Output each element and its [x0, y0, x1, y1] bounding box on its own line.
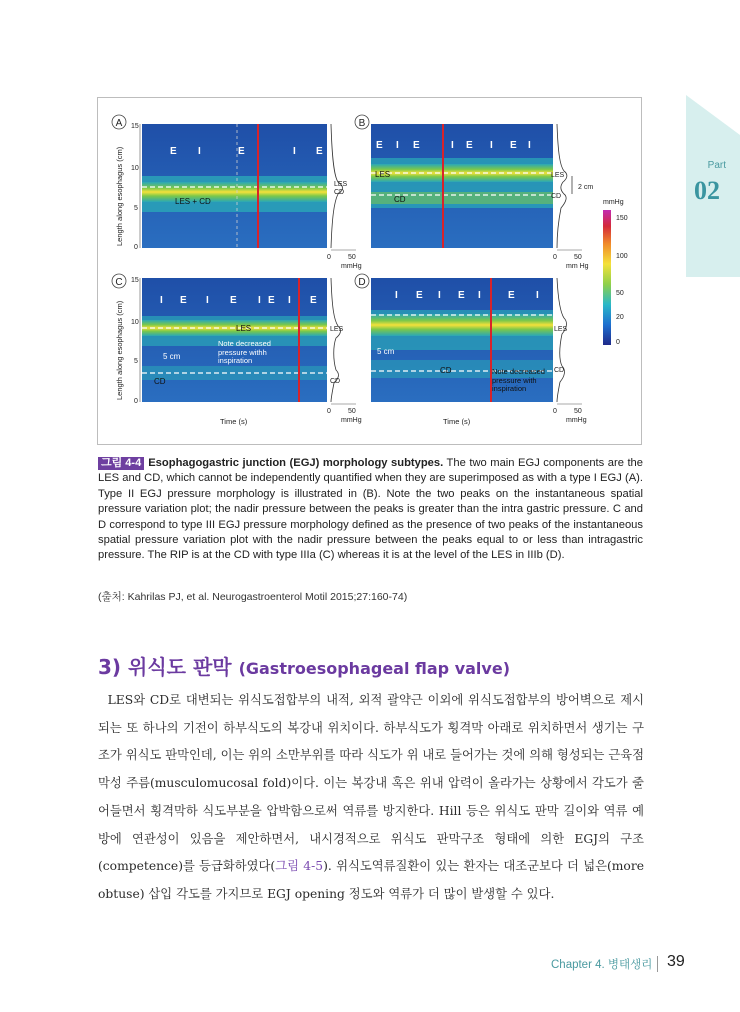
body-paragraph [98, 687, 644, 909]
panel-b-ptick: 0 [553, 254, 557, 261]
panel-a-phase: I [198, 146, 201, 157]
footer-divider [657, 956, 658, 972]
page-number: 39 [667, 953, 685, 970]
colorbar-tick: 150 [616, 215, 628, 222]
colorbar-unit: mmHg [603, 199, 624, 206]
panel-d-phase: E [416, 290, 423, 301]
panel-c-phase: I [288, 295, 291, 306]
panel-a-ptick: 50 [348, 254, 356, 261]
footer-chapter: Chapter 4. 병태생리 [551, 959, 653, 971]
panel-c-label: CD [154, 377, 166, 386]
panel-c [112, 274, 362, 426]
section-heading-en: (Gastroesophageal flap valve) [238, 659, 511, 678]
panel-d-phase: I [478, 290, 481, 301]
panel-a-ptick: 0 [327, 254, 331, 261]
section-heading-ko: 3) 위식도 판막 [98, 655, 232, 679]
panel-c-punit: mmHg [341, 417, 362, 424]
section-heading [98, 651, 510, 680]
panel-d-ptick: 0 [553, 408, 557, 415]
caption-text: The two main EGJ components are the LES and CD, which cannot be independently quantified when they are superimposed as with a type I EGJ (A). Type II EGJ pressure morphology is illustrated in (B). Note the two peaks on the instantaneous spatial pressure variation plot; the nadir pressure between the peaks is greater than the intra gastric pressure. C and D correspond to type III EGJ pressure morphology defined as the presence of two peaks of the instantaneous spatial pressure variation plot with the nadir pressure between the peaks equal to or less than intragastric pressure. The RIP is at the CD with type IIIa (C) whereas it is at the level of the LES in IIIb (D). [98, 457, 643, 562]
panel-b-punit: mm Hg [566, 263, 589, 270]
panel-d-label: LES [554, 326, 568, 333]
panel-a-letter: A [115, 118, 123, 129]
panel-a-label: LES [334, 181, 348, 188]
panel-b-phase: E [413, 140, 420, 151]
panel-c-label: LES [236, 324, 252, 333]
panel-c-xlabel: Time (s) [220, 417, 248, 426]
panel-d-note: Note decreased pressure with inspiration [492, 368, 545, 393]
colorbar [603, 199, 628, 346]
colorbar-tick: 20 [616, 314, 624, 321]
panel-b-phase: E [510, 140, 517, 151]
panel-d-label: CD [554, 367, 565, 374]
panel-d-xlabel: Time (s) [443, 417, 471, 426]
panel-b-label: 2 cm [578, 184, 594, 191]
panel-b-phase: E [466, 140, 473, 151]
panel-d-label: 5 cm [377, 347, 395, 356]
panel-c-label: LES [330, 326, 344, 333]
panel-b-label: LES [551, 172, 565, 179]
panel-c-ptick: 50 [348, 408, 356, 415]
panel-d [355, 274, 587, 426]
panel-c-ylabel: Length along esophagus (cm) [115, 300, 124, 400]
panel-d-phase: I [395, 290, 398, 301]
panel-d-ptick: 50 [574, 408, 582, 415]
panel-c-phase: I [160, 295, 163, 306]
panel-c-phase: I [258, 295, 261, 306]
panel-a-phase: E [170, 146, 177, 157]
panel-b-phase: I [528, 140, 531, 151]
panel-a-ylabel: Length along esophagus (cm) [115, 146, 124, 246]
figure-tag: 그림 4-4 [98, 457, 144, 470]
panel-c-note: Note decreased pressure withh inspiration [218, 340, 271, 365]
figure-reference-link[interactable]: 그림 4-5 [275, 859, 324, 874]
panel-a-label: LES + CD [175, 197, 211, 206]
panel-b-letter: B [358, 118, 366, 129]
colorbar-tick: 50 [616, 290, 624, 297]
panel-a-phase: E [316, 146, 323, 157]
panel-c-phase: E [230, 295, 237, 306]
body-text-end: ). 위식도역류질환이 있는 환자는 대조군보다 더 넓은(more obtuse) 삽입 각도를 가지므로 EGJ opening 정도와 역류가 더 많이 발생할 수 있다. [98, 859, 644, 901]
panel-c-ytick: 10 [131, 319, 139, 326]
part-label: Part [707, 160, 726, 171]
panel-d-phase: I [438, 290, 441, 301]
figure [97, 97, 642, 445]
panel-b-phase: I [490, 140, 493, 151]
panel-c-phase: E [310, 295, 317, 306]
panel-c-ytick: 5 [134, 358, 138, 365]
panel-b [355, 115, 593, 270]
panel-b-label: LES [375, 170, 391, 179]
panel-c-letter: C [115, 277, 123, 288]
colorbar-tick: 100 [616, 253, 628, 260]
panel-a [112, 115, 362, 270]
caption-title: Esophagogastric junction (EGJ) morphology subtypes. [148, 457, 444, 469]
panel-a-phase: I [293, 146, 296, 157]
panel-c-label: CD [330, 378, 341, 385]
panel-a-label: CD [334, 189, 345, 196]
panel-c-ptick: 0 [327, 408, 331, 415]
panel-b-phase: I [451, 140, 454, 151]
panel-c-phase: E [180, 295, 187, 306]
panel-d-phase: E [508, 290, 515, 301]
panel-c-phase: I [206, 295, 209, 306]
panel-a-ytick: 10 [131, 165, 139, 172]
panel-d-phase: E [458, 290, 465, 301]
panel-d-punit: mmHg [566, 417, 587, 424]
panel-d-letter: D [358, 277, 366, 288]
panel-a-punit: mmHg [341, 263, 362, 270]
panel-c-ytick: 0 [134, 398, 138, 405]
panel-a-ytick: 0 [134, 244, 138, 251]
panel-b-phase: E [376, 140, 383, 151]
panel-d-label: CD [440, 366, 452, 375]
panel-d-phase: I [536, 290, 539, 301]
panel-b-ptick: 50 [574, 254, 582, 261]
panel-a-phase: E [238, 146, 245, 157]
panel-b-phase: I [396, 140, 399, 151]
panel-c-phase: E [268, 295, 275, 306]
body-text-main: LES와 CD로 대변되는 위식도접합부의 내적, 외적 괄약근 이외에 위식도접합부의 방어벽으로 제시되는 또 하나의 기전이 하부식도의 복강내 위치이다. 하부식도가 횡격막 아래로 위치하면서 생기는 구조가 위식도 판막인데, 이는 위의 소만부위를 따라 식도가 위 내로 들어가는 것에 의해 형성되는 근육점막성 주름(musculomucosal fold)이다. 이는 복강내 혹은 위내 압력이 올라가는 상황에서 각도가 줄어들면서 횡격막하 식도부분을 압박함으로써 역류를 방지한다. Hill 등은 위식도 판막 길이와 역류 예방에 연관성이 있음을 제안하면서, 내시경적으로 위식도 판막구조 형태에 의한 EGJ의 구조(competence)를 등급화하였다( [98, 693, 644, 874]
panel-a-ytick: 15 [131, 123, 139, 130]
figure-graphic [98, 98, 643, 446]
panel-b-label: CD [551, 193, 562, 200]
figure-source: (출처: Kahrilas PJ, et al. Neurogastroenterol Motil 2015;27:160-74) [98, 591, 408, 603]
panel-c-label: 5 cm [163, 352, 181, 361]
panel-a-ytick: 5 [134, 205, 138, 212]
figure-caption [98, 456, 643, 564]
part-number: 02 [694, 176, 720, 205]
panel-c-ytick: 15 [131, 277, 139, 284]
colorbar-tick: 0 [616, 339, 620, 346]
panel-b-label: CD [394, 195, 406, 204]
